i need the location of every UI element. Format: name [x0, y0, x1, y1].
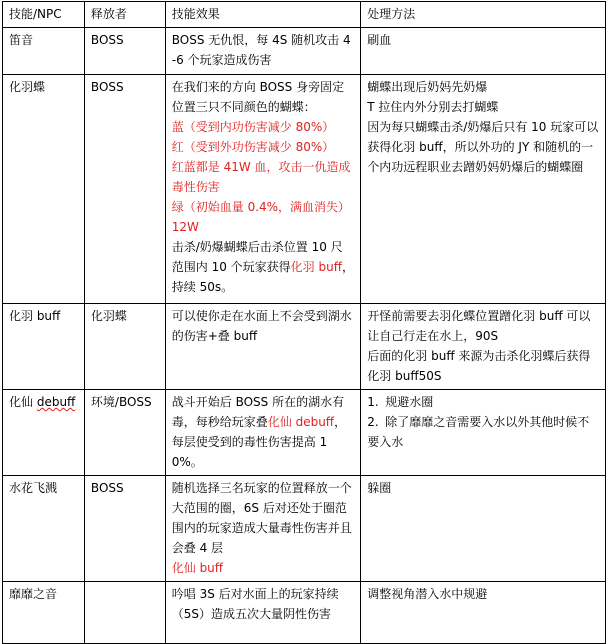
- item-text: 规避水圈: [385, 395, 434, 409]
- effect-green: 绿（初始血量 0.4%，满血消失）12W: [171, 200, 351, 234]
- handling-line-2: T 拉住内外分别去打蝴蝶: [367, 100, 499, 114]
- cell-skill: 化羽蝶: [3, 75, 85, 304]
- header-handling: 处理方法: [361, 2, 606, 28]
- cell-skill: 靡靡之音: [3, 582, 85, 644]
- cell-handling: 调整视角潜入水中规避: [361, 582, 606, 644]
- header-skill: 技能/NPC: [3, 2, 85, 28]
- cell-caster: [84, 582, 165, 644]
- handling-line-3: 因为每只蝴蝶击杀/奶爆后只有 10 玩家可以获得化羽 buff，所以外功的 JY 和随机的一个内功远程职业去蹭奶妈奶爆后的蝴蝶圈: [367, 120, 599, 174]
- handling-line-2: 后面的化羽 buff 来源为击杀化羽蝶后获得化羽 buff50S: [367, 349, 591, 383]
- cell-caster: BOSS: [84, 476, 165, 582]
- cell-caster: BOSS: [84, 75, 165, 304]
- effect-red: 化仙 debuff: [267, 415, 335, 429]
- handling-item-1: [367, 392, 599, 412]
- table-row: [3, 476, 606, 582]
- effect-kill-buff: 化羽 buff: [290, 260, 342, 274]
- cell-handling: [361, 390, 606, 476]
- cell-handling: [361, 304, 606, 390]
- item-number: 1.: [367, 395, 379, 409]
- skill-table: [2, 1, 606, 644]
- cell-effect: 吟唱 3S 后对水面上的玩家持续（5S）造成五次大量阴性伤害: [165, 582, 361, 644]
- skill-prefix: 化仙: [9, 395, 37, 409]
- effect-kill-suffix: ，持续 50s。: [171, 260, 354, 294]
- cell-skill: 化羽 buff: [3, 304, 85, 390]
- header-effect: 技能效果: [165, 2, 361, 28]
- cell-caster: 环境/BOSS: [84, 390, 165, 476]
- cell-handling: 刷血: [361, 28, 606, 75]
- effect-kill-prefix: 击杀/奶爆蝴蝶后击杀位置 10 尺范围内 10 个玩家获得: [171, 240, 343, 274]
- skill-debuff: debuff: [36, 395, 76, 409]
- effect-blue: 蓝（受到内功伤害减少 80%）: [171, 120, 335, 134]
- table-row: [3, 75, 606, 304]
- cell-skill: [3, 390, 85, 476]
- effect-intro: 在我们来的方向 BOSS 身旁固定位置三只不同颜色的蝴蝶：: [171, 80, 345, 114]
- cell-effect: [165, 390, 361, 476]
- table-row: [3, 28, 606, 75]
- cell-caster: 化羽蝶: [84, 304, 165, 390]
- header-caster: 释放者: [84, 2, 165, 28]
- cell-effect: [165, 476, 361, 582]
- table-row: [3, 304, 606, 390]
- cell-skill: 水花飞溅: [3, 476, 85, 582]
- item-text: 除了靡靡之音需要入水以外其他时候不要入水: [367, 415, 590, 449]
- effect-prefix: 战斗开始后 BOSS 所在的湖水有毒，每秒给玩家叠: [171, 395, 345, 429]
- effect-redblue: 红蓝都是 41W 血，攻击一仇造成毒性伤害: [171, 160, 351, 194]
- effect-red: 红（受到外功伤害减少 80%）: [171, 140, 335, 154]
- cell-caster: BOSS: [84, 28, 165, 75]
- table-header-row: [3, 2, 606, 28]
- handling-line-1: 蝴蝶出现后奶妈先奶爆: [367, 80, 488, 94]
- cell-effect: [165, 75, 361, 304]
- cell-effect: BOSS 无仇恨，每 4S 随机攻击 4-6 个玩家造成伤害: [165, 28, 361, 75]
- effect-text: 随机选择三名玩家的位置释放一个大范围的圈，6S 后对还处于圈范围内的玩家造成大量毒性伤害并且会叠 4 层: [171, 481, 352, 555]
- cell-skill: 笛音: [3, 28, 85, 75]
- effect-red: 化仙 buff: [171, 561, 224, 575]
- handling-item-2: [367, 412, 599, 452]
- table-row: [3, 390, 606, 476]
- table-row: [3, 582, 606, 644]
- cell-handling: [361, 75, 606, 304]
- effect-suffix: ，每层使受到的毒性伤害提高 10%。: [171, 415, 347, 469]
- item-number: 2.: [367, 415, 379, 429]
- cell-handling: 躲圈: [361, 476, 606, 582]
- handling-line-1: 开怪前需要去羽化蝶位置蹭化羽 buff 可以让自己行走在水上，90S: [367, 309, 591, 343]
- cell-effect: 可以使你走在水面上不会受到湖水的伤害+叠 buff: [165, 304, 361, 390]
